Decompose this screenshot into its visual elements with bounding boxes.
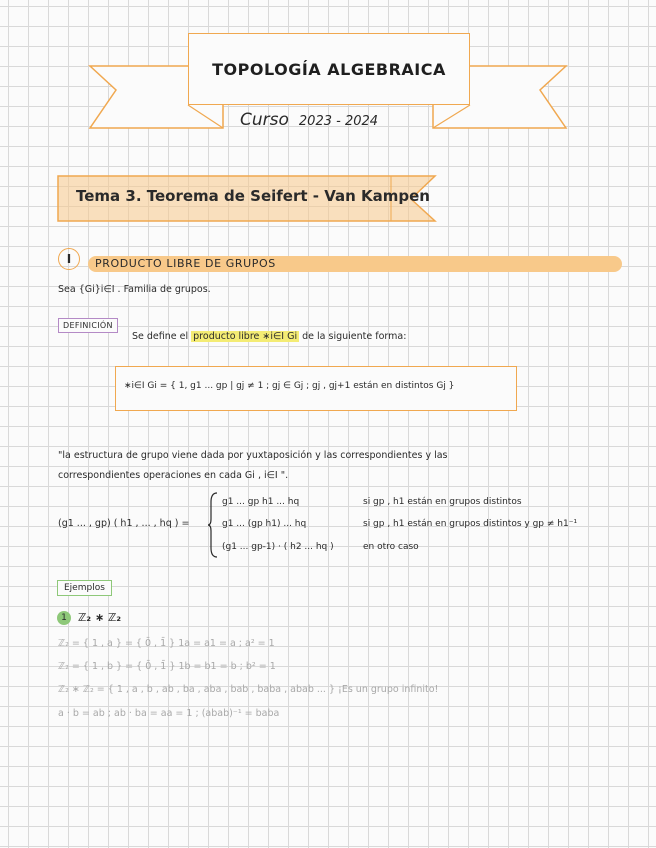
section-number-circle: I — [58, 248, 80, 270]
definition-text-b: de la siguiente forma: — [302, 331, 407, 342]
definition-text — [132, 331, 406, 342]
example-line-2: ℤ₂ = { 1 , b } = { 0̄ , 1̄ } 1b = b1 = b ; b² = 1 — [58, 661, 276, 672]
free-product-formula: ∗i∈I Gi = { 1, g1 ... gp | gj ≠ 1 ; gj ∈ Gj ; gj , gj+1 están en distintos Gj } — [124, 381, 455, 391]
cases-brace — [207, 492, 219, 558]
definition-badge: DEFINICIÓN — [58, 318, 118, 333]
example-title: ℤ₂ ∗ ℤ₂ — [78, 611, 122, 624]
course-label: Curso — [240, 110, 289, 130]
case-2-cond: si gp , h1 están en grupos distintos y gp ≠ h1⁻¹ — [363, 519, 578, 529]
definition-highlight: producto libre ∗i∈I Gi — [193, 331, 298, 342]
example-line-1: ℤ₂ = { 1 , a } = { 0̄ , 1̄ } 1a = a1 = a ; a² = 1 — [58, 638, 275, 649]
example-line-3: ℤ₂ ∗ ℤ₂ = { 1 , a , b , ab , ba , aba , bab , baba , abab ... } ¡Es un grupo infinito! — [58, 684, 439, 695]
course-year-value: 2023 - 2024 — [298, 114, 379, 129]
quote-line-2: correspondientes operaciones en cada Gi , i∈I ". — [58, 470, 289, 481]
cases-lhs: (g1 ... , gp) ( h1 , ... , hq ) = — [58, 518, 190, 529]
page-title: TOPOLOGÍA ALGEBRAICA — [212, 60, 446, 79]
case-2-expr: g1 ... (gp h1) ... hq — [222, 519, 307, 529]
case-1-expr: g1 ... gp h1 ... hq — [222, 497, 300, 507]
section-title: PRODUCTO LIBRE DE GRUPOS — [95, 257, 276, 270]
definition-text-a: Se define el — [132, 331, 189, 342]
example-number-circle: 1 — [57, 611, 71, 625]
quote-line-1: "la estructura de grupo viene dada por yuxtaposición y las correspondientes y las — [58, 450, 448, 461]
tema-title: Tema 3. Teorema de Seifert - Van Kampen — [76, 187, 430, 205]
case-3-cond: en otro caso — [363, 542, 419, 552]
intro-text: Sea {Gi}i∈I . Familia de grupos. — [58, 284, 211, 295]
case-1-cond: si gp , h1 están en grupos distintos — [363, 497, 522, 507]
course-year — [240, 110, 378, 130]
examples-badge: Ejemplos — [57, 580, 112, 596]
case-3-expr: (g1 ... gp-1) · ( h2 ... hq ) — [222, 542, 334, 552]
example-line-4: a · b = ab ; ab · ba = aa = 1 ; (abab)⁻¹ = baba — [58, 708, 280, 719]
